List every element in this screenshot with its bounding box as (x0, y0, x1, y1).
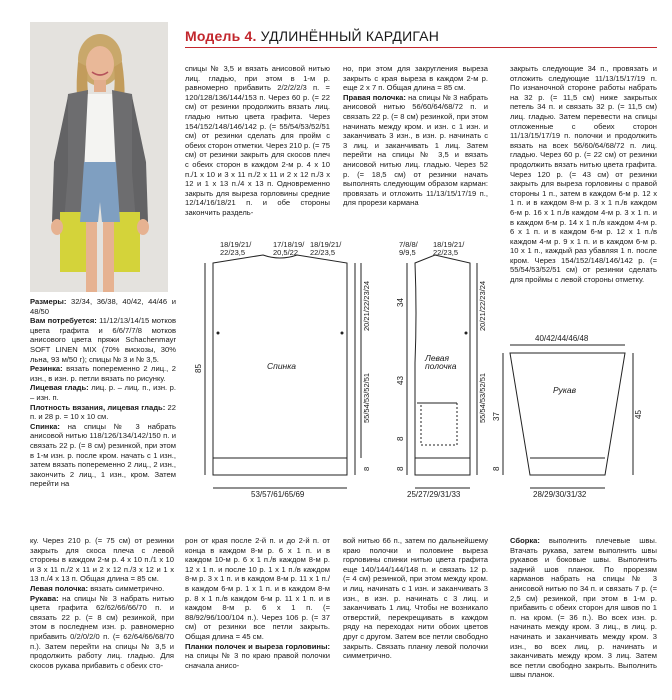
paragraph (30, 594, 174, 671)
sleeve-outline (510, 353, 625, 475)
back-neck-label: 17/18/19/ 20,5/22 (273, 240, 305, 257)
schematic-diagrams (185, 233, 657, 503)
paragraph-label: Вам потребуется: (30, 316, 97, 326)
paragraph (30, 536, 174, 584)
sleeve-width-label: 28/29/30/31/32 (533, 490, 587, 499)
paragraph-label: Правая полочка: (343, 92, 406, 102)
back-width-label: 53/57/61/65/69 (251, 490, 305, 499)
sleeve-height-right-label: 45 (634, 410, 643, 419)
paragraph-text: 11/12/13/14/15 мотков цвета графита и 6/6/7/7/8 мотков анисового цвета пряжи Schachenmayr SOFT LINEN MIX (70% вискозы, 30% льна, 93 м/50 г); спицы № 3 и № 3,5. (30, 316, 176, 364)
front-shoulder-label: 18/19/21/ 22/23,5 (433, 240, 465, 257)
text-column-3 (343, 64, 488, 208)
model-title: УДЛИНЁННЫЙ КАРДИГАН (260, 28, 440, 44)
front-piece-label: Левая полочка (425, 353, 457, 371)
paragraph-text: но, при этом для закругления выреза закрыть с края выреза в каждом 2-м р. еще 2 х 7 п. Общая длина = 85 см. (343, 64, 488, 93)
back-piece-label: Спинка (267, 361, 296, 371)
paragraph-text: лиц. р. – лиц. п., изн. р. – изн. п. (30, 383, 176, 402)
paragraph (30, 383, 176, 402)
paragraph (343, 64, 488, 93)
model-photo (30, 22, 168, 292)
bottom-column-4 (510, 536, 657, 680)
paragraph (185, 536, 330, 642)
paragraph-text: на спицы № 3 набрать анисовой нитью 118/126/134/142/150 п. и связать 22 р. (= 8 см) резинкой, при этом в 1-м изн. р. после кром. начать с 1 изн., затем вязать попеременно 2 лиц., 2 изн., закончить 2 лиц., 1 изн., кром. Затем перейти на (30, 421, 176, 489)
paragraph-text: ку. Через 210 р. (= 75 см) от резинки закрыть для скоса плеча с левой стороны в каждом 2-м р. 4 х 10 п./1 х 10 и 3 х 11 п./2 х 11 и 2 х 12 п./3 х 12 и 1 х 13 п./4 х 13 п. Общая длина = 85 см. (30, 536, 174, 584)
paragraph-label: Лицевая гладь: (30, 383, 89, 393)
paragraph (185, 642, 330, 671)
paragraph-text: рон от края после 2-й п. и до 2-й п. от конца в каждом 8-м р. 6 х 1 п. и в каждом 10-м р. 6 х 1 п./в каждом 8-м р. 12 х 1 п. и после 10 р. 1 х 1 п./в каждом 8-м р. 3 х 1 п. и в каждом 8-м р. 11 х 1 п./в каждом 6-м р. 1 х 1 п. и в каждом 8-м р. 8 х 1 п./в каждом 6-м р. 11 х 1 п. и в каждом 8-м р. 6 х 1 п. (= 88/92/96/100/104 п.). Через 106 р. (= 37 см) от резинки все петли закрыть. Общая длина = 45 см. (185, 536, 330, 641)
model-photo-illustration (30, 22, 168, 292)
paragraph-text: 22 п. и 28 р. = 10 х 10 см. (30, 402, 176, 422)
front-side-length-label: 55/54/53/52/51 (478, 372, 487, 423)
paragraph (343, 93, 488, 208)
model-number: Модель 4. (185, 28, 257, 44)
front-armhole-depth-label: 20/21/22/23/24 (478, 280, 487, 331)
pocket-outline (421, 403, 457, 445)
paragraph (30, 316, 176, 364)
paragraph-text: на спицы № 3 набрать нитью цвета графита 62/62/66/66/70 п. и связать 22 р. (= 8 см) резинкой, при этом в последнем изн. р. равномерно прибавить 0/2/0/2/0 п. (= 62/64/66/68/70 п.). Затем перейти на спицы № 3,5 и продолжить работу лиц. гладью. Для скосов рукава прибавить с обеих сто- (30, 593, 174, 670)
paragraph-text: вязать симметрично. (90, 583, 165, 593)
paragraph (30, 364, 176, 383)
page-header (185, 28, 439, 44)
front-pocket-length-label: 8 (396, 436, 405, 441)
sleeve-rib-label: 8 (492, 466, 501, 471)
paragraph-text: выполнить плечевые швы. Втачать рукава, затем выполнить швы рукавов и боковые швы. Выполнить задний шов планок. По прорезям карманов набрать на спицы № 3 анисовой нитью по 34 п. и связать 7 р. (= 2,5 см) резинкой, при этом в 1-м р. прибавить с обеих сторон для швов по 1 п. на кром. (= 36 п.). Во всех изн. р. начинать между кром. 3 лиц., в лиц. р. начинать и заканчивать между кром. 3 изн., во всех лиц. р. начинать и заканчивать между кром. 3 лиц. Затем все петли свободно закрыть. Выполнить швы планок. (510, 536, 657, 680)
paragraph-label: Спинка: (30, 421, 60, 431)
paragraph-label: Сборка: (510, 536, 540, 545)
paragraph (30, 422, 176, 489)
back-rib-label: 8 (362, 466, 371, 471)
paragraph-text: на спицы № 3 по краю правой полочки сначала аниcо- (185, 651, 330, 670)
sleeve-top-label: 40/42/44/46/48 (535, 334, 589, 343)
paragraph-label: Планки полочек и выреза горловины: (185, 641, 330, 651)
paragraph-label: Рукава: (30, 593, 59, 603)
back-shoulder-left-label: 18/19/21/ 22/23,5 (220, 240, 252, 257)
bottom-column-3: вой нитью 66 п., затем по дальнейшему краю полочки и половине выреза горловины спинки нитью цвета графита еще 140/144/144/148 п. и связать 12 р. (= 4 см) резинкой, при этом между кром. и лиц. начинать с 1 изн. и заканчивать 3 изн., в изн. р. начинать с 3 лиц. и заканчивать 1 лиц. Чтобы не возникало отверстий, перекрещивать в каждом ряду на переходах нити обоих цветов друг с другом. Затем все петли свободно закрыть. Связать планку левой полочки симметрично. (343, 536, 488, 661)
header-rule (185, 47, 657, 48)
front-mid-length-label: 43 (396, 376, 405, 385)
front-rib-label: 8 (396, 466, 405, 471)
paragraph-label: Левая полочка: (30, 583, 89, 593)
back-height-label: 85 (194, 364, 203, 373)
paragraph-label: Резинка: (30, 364, 63, 374)
bottom-column-1 (30, 536, 174, 670)
paragraph-text: 32/34, 36/38, 40/42, 44/46 и 48/50 (30, 297, 176, 316)
paragraph-text: на спицы № 3 набрать анисовой нитью 56/60/64/68/72 п. и связать 22 р. (= 8 см) резинкой, при этом начинать между кром. и изн. с 1 изн. и заканчивать 3 изн., в изн. р. начинать с 3 лиц. и заканчивать 1 лиц. Затем перейти на спицы № 3,5 и вязать анисовой нитью лиц. гладью. Через 52 р. (= 18,5 см) от резинки начать выполнять следующим образом карман: провязать и отложить 11/13/15/17/19 п., для прорези кармана (343, 92, 488, 208)
back-side-length-label: 55/54/53/52/51 (362, 372, 371, 423)
bottom-column-2 (185, 536, 330, 670)
front-upper-length-label: 34 (396, 298, 405, 307)
back-shoulder-right-label: 18/19/21/ 22/23,5 (310, 240, 342, 257)
paragraph-label: Размеры: (30, 297, 67, 306)
paragraph (30, 584, 174, 594)
paragraph-label: Плотность вязания, лицевая гладь: (30, 402, 166, 412)
front-neck-label: 7/8/8/ 9/9,5 (399, 240, 418, 257)
text-column-4: закрыть следующие 34 п., провязать и отложить следующие 11/13/15/17/19 п. По изнаночной стороне работы набрать на 32 р. (= 11,5 см) ниже закрытых петель 34 п. и связать 32 р. (= 11,5 см) лиц. гладью. Затем перевести на спицы отложенные с обеих сторон 11/13/15/17/19 п. полочки и продолжить вязать на всех 56/60/64/68/72 п. лиц. гладью. Через 60 р. (= 22 см) от резинки продолжить вязать нитью цвета графита. Через 120 р. (= 43 см) от резинки закрыть для выреза горловины с правой стороны 1 п., затем в каждом 6-м р. 12 х 1 п. и в каждом 8-м р. 3 х 1 п./в каждом 6-м р. 16 х 1 п./в каждом 4-м р. 3 х 1 п. и в каждом 6-м р. 14 х 1 п./в каждом 4-м р. 6 х 1 п. и в каждом 6-м р. 12 х 1 п./в каждом 4-м р. 9 х 1 п. и в каждом 6-м р. 10 х 1 п., каждый раз убавляя 1 п. после кром. Через 154/152/148/146/142 р. (= 55/54/53/52/51 см) от резинки сделать для проймы с левой стороны отметку. (510, 64, 657, 285)
sleeve-height-left-label: 37 (492, 412, 501, 421)
paragraph-text: вязать попеременно 2 лиц., 2 изн., в изн. р. петли вязать по рисунку. (30, 364, 176, 383)
sleeve-piece-label: Рукав (553, 385, 577, 395)
front-width-label: 25/27/29/31/33 (407, 490, 461, 499)
paragraph (510, 536, 657, 680)
paragraph (30, 403, 176, 422)
back-armhole-depth-label: 20/21/22/23/24 (362, 280, 371, 331)
text-column-2: спицы № 3,5 и вязать анисовой нитью лиц. гладью, при этом в 1-м р. равномерно прибавить 2/2/2/2/3 п. = 120/128/136/144/153 п. Через 60 р. (= 22 см) от резинки продолжить вязать лиц. гладью нитью цвета графита. Через 154/152/148/146/142 р. (= 55/54/53/52/51 см) от резинки сделать для пройм с обеих сторон отметки. Через 210 р. (= 75 см) от резинки закрыть для скосов плеч с обеих сторон в каждом 2-м р. 4 х 10 п./1 х 10 и 3 х 11 п./2 х 11 и 2 х 12 п./3 х 12 и 1 х 13 п./4 х 13 п. Одновременно закрыть для выреза горловины средние 12/14/16/18/21 п. и обе стороны закончить раздель- (185, 64, 330, 217)
paragraph (30, 297, 176, 316)
left-column (30, 297, 176, 489)
